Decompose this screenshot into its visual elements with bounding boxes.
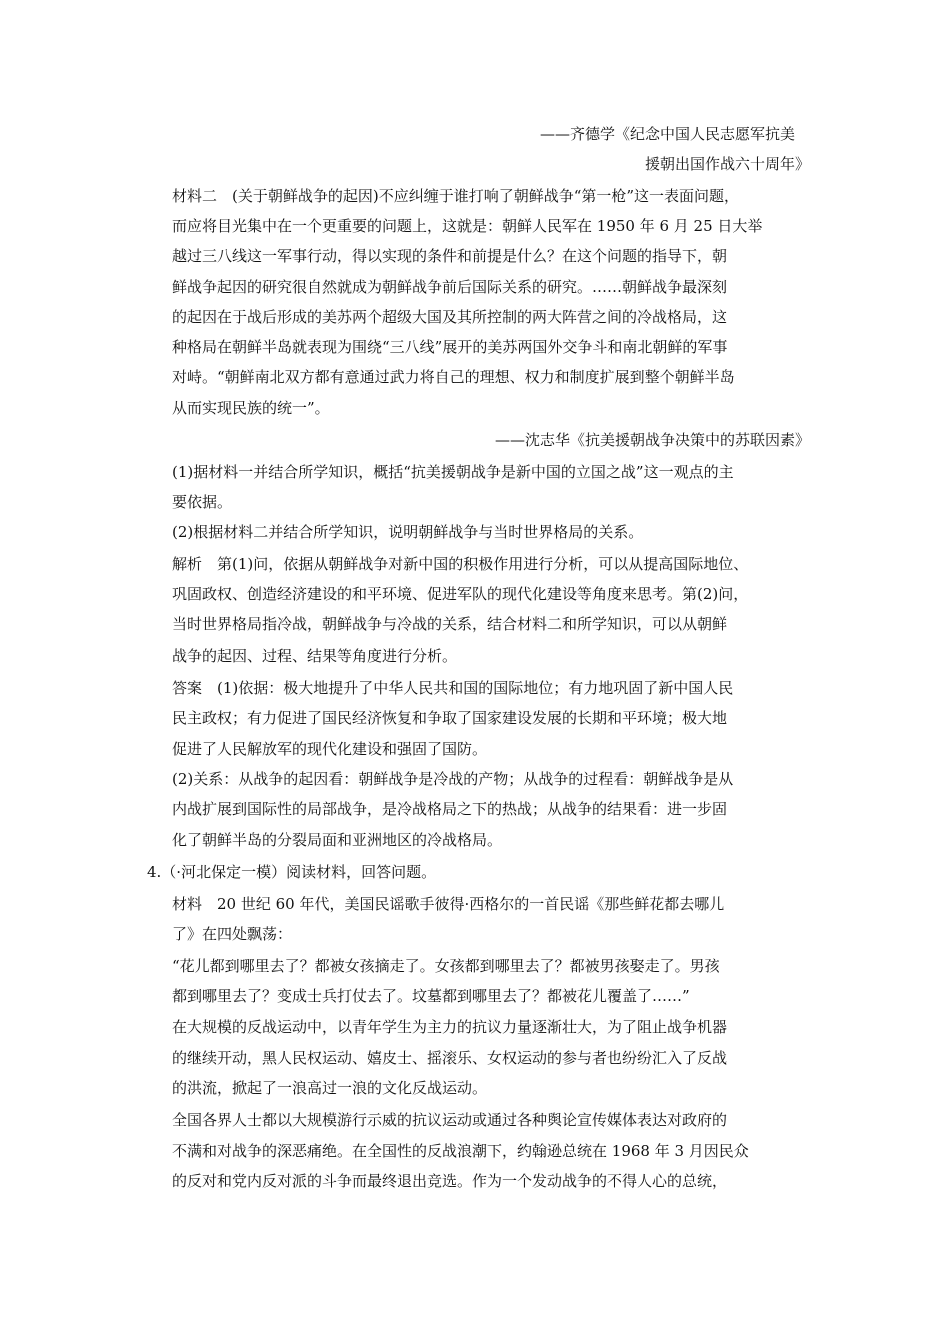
q4-material-line: 了》在四处飘荡：	[172, 925, 293, 943]
q4-material-line: 全国各界人士都以大规模游行示威的抗议运动或通过各种舆论宣传媒体表达对政府的	[172, 1111, 728, 1129]
answer-line: 化了朝鲜半岛的分裂局面和亚洲地区的冷战格局。	[172, 831, 503, 849]
source-citation-line: ——齐德学《纪念中国人民志愿军抗美	[540, 125, 796, 143]
q4-material-line: 的继续开动，黑人民权运动、嬉皮士、摇滚乐、女权运动的参与者也纷纷汇入了反战	[172, 1049, 728, 1067]
q4-material-line: 在大规模的反战运动中，以青年学生为主力的抗议力量逐渐壮大，为了阻止战争机器	[172, 1018, 728, 1036]
material-paragraph-line: 材料二 (关于朝鲜战争的起因)不应纠缠于谁打响了朝鲜战争“第一枪”这一表面问题，	[172, 187, 740, 205]
analysis-line: 巩固政权、创造经济建设的和平环境、促进军队的现代化建设等角度来思考。第(2)问，	[172, 585, 749, 603]
answer-line: 民主政权；有力促进了国民经济恢复和争取了国家建设发展的长期和平环境；极大地	[172, 709, 728, 727]
answer-line: 答案 (1)依据：极大地提升了中华人民共和国的国际地位；有力地巩固了新中国人民	[172, 679, 734, 697]
question-line: 要依据。	[172, 493, 233, 511]
q4-material-line: 都到哪里去了？变成士兵打仗去了。坟墓都到哪里去了？都被花儿覆盖了……”	[172, 987, 690, 1005]
material-paragraph-line: 对峙。“朝鲜南北双方都有意通过武力将自己的理想、权力和制度扩展到整个朝鲜半岛	[172, 368, 735, 386]
answer-line: (2)关系：从战争的起因看：朝鲜战争是冷战的产物；从战争的过程看：朝鲜战争是从	[172, 770, 734, 788]
question-line: (1)据材料一并结合所学知识，概括“抗美援朝战争是新中国的立国之战”这一观点的主	[172, 463, 734, 481]
source-citation-line: 援朝出国作战六十周年》	[644, 155, 810, 173]
analysis-line: 当时世界格局指冷战，朝鲜战争与冷战的关系，结合材料二和所学知识，可以从朝鲜	[172, 615, 728, 633]
question-line: (2)根据材料二并结合所学知识，说明朝鲜战争与当时世界格局的关系。	[172, 523, 644, 541]
analysis-line: 战争的起因、过程、结果等角度进行分析。	[172, 647, 458, 665]
source-citation-line: ——沈志华《抗美援朝战争决策中的苏联因素》	[494, 431, 810, 449]
material-paragraph-line: 从而实现民族的统一”。	[172, 399, 330, 417]
q4-material-line: 的洪流，掀起了一浪高过一浪的文化反战运动。	[172, 1079, 488, 1097]
q4-material-line: “花儿都到哪里去了？都被女孩摘走了。女孩都到哪里去了？都被男孩娶走了。男孩	[172, 957, 720, 975]
material-paragraph-line: 鲜战争起因的研究很自然就成为朝鲜战争前后国际关系的研究。……朝鲜战争最深刻	[172, 278, 728, 296]
question-header: 4.（·河北保定一模）阅读材料，回答问题。	[147, 863, 437, 881]
material-paragraph-line: 种格局在朝鲜半岛就表现为围绕“三八线”展开的美苏两国外交争斗和南北朝鲜的军事	[172, 338, 728, 356]
q4-material-line: 不满和对战争的深恶痛绝。在全国性的反战浪潮下，约翰逊总统在 1968 年 3 月因民众	[172, 1142, 749, 1160]
q4-material-line: 的反对和党内反对派的斗争而最终退出竞选。作为一个发动战争的不得人心的总统，	[172, 1172, 728, 1190]
material-paragraph-line: 越过三八线这一军事行动，得以实现的条件和前提是什么？在这个问题的指导下，朝	[172, 247, 728, 265]
q4-material-line: 材料 20 世纪 60 年代，美国民谣歌手彼得·西格尔的一首民谣《那些鲜花都去哪儿	[172, 895, 725, 913]
answer-line: 促进了人民解放军的现代化建设和强固了国防。	[172, 740, 488, 758]
analysis-line: 解析 第(1)问，依据从朝鲜战争对新中国的积极作用进行分析，可以从提高国际地位、	[172, 555, 749, 573]
material-paragraph-line: 的起因在于战后形成的美苏两个超级大国及其所控制的两大阵营之间的冷战格局，这	[172, 308, 728, 326]
answer-line: 内战扩展到国际性的局部战争，是冷战格局之下的热战；从战争的结果看：进一步固	[172, 800, 728, 818]
material-paragraph-line: 而应将目光集中在一个更重要的问题上，这就是：朝鲜人民军在 1950 年 6 月 25 日大举	[172, 217, 763, 235]
